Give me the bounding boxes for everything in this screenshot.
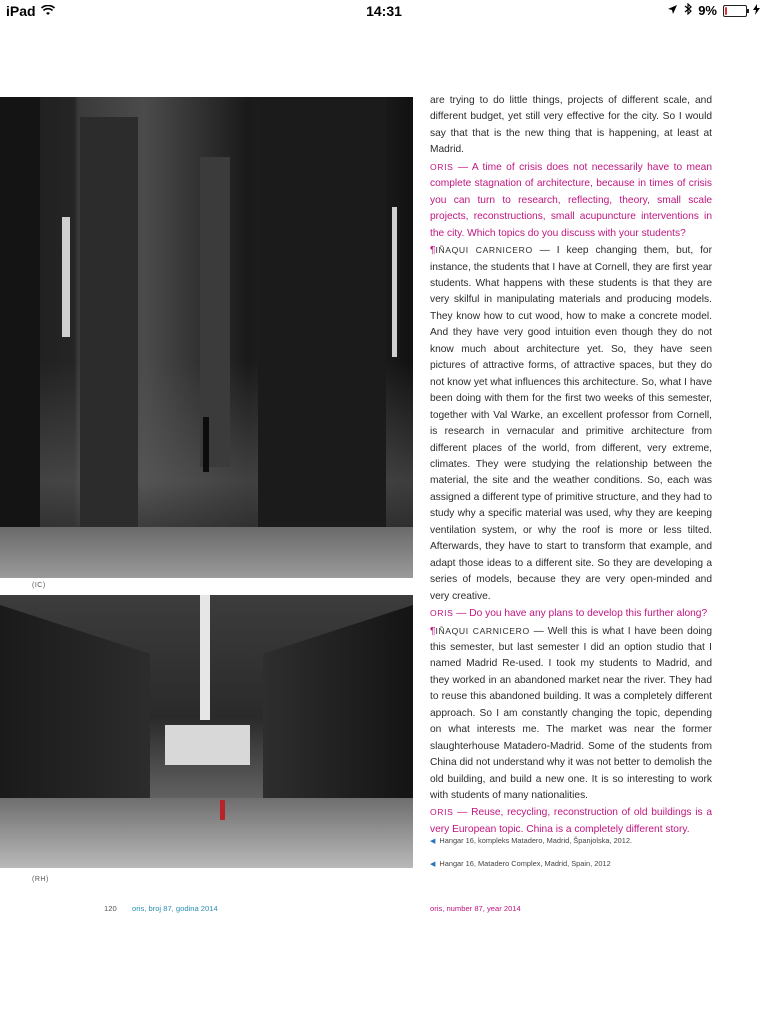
question-speaker: ORIS <box>430 608 454 619</box>
clock: 14:31 <box>366 3 402 19</box>
photo-credit-top: (IC) <box>32 582 46 589</box>
photo-credit-bottom: (RH) <box>32 876 49 883</box>
answer-text: — I keep changing them, but, for instance, the students that I have at Cornell, they are first year students. What happens with these students is that they are very skilful in manipulating materials and producing models. They know how to cut wood, how to make a concrete model. And they have very good intuition even though they do not know much about architecture yet. So, they have seen pictures of attractive forms, of attractive spaces, but they do not know yet what influences this architecture. So, what I have been doing with them for the first two weeks of this semester, together with Val Warke, an excellent professor from Cornell, is research in vernacular and primitive architecture from different places of the world, from different, very extreme, climates. They were studying the relationship between the material, the site and the weather conditions. So, each was assigned a different type of primitive structure, and they had to study why a specific material was used, why they are keeping ventilation system, or why the roof is more or less tilted. Afterwards, they have to start to transform that example, and adapt those ideas to a different site. So they are developing a series of models, because they are very open-minded and very creative. <box>430 245 712 602</box>
bluetooth-icon <box>684 3 692 18</box>
triangle-left-icon: ◀ <box>430 837 436 845</box>
paragraph-text: are trying to do little things, projects of different scale, and different budget, yet still very effective for the city. So I would say that that is the new thing that is happening, at least at Madrid. <box>430 95 712 156</box>
question-speaker: ORIS <box>430 161 454 172</box>
answer-paragraph <box>430 242 712 605</box>
article-text <box>430 93 712 838</box>
question-speaker: ORIS <box>430 807 454 818</box>
footer-issue-croatian: oris, broj 87, godina 2014 <box>132 904 218 913</box>
hangar-interior-photo-bottom <box>0 595 413 868</box>
footer-issue-english: oris, number 87, year 2014 <box>430 904 521 913</box>
person-figure <box>220 800 225 820</box>
status-right <box>667 3 760 18</box>
paragraph <box>430 93 712 159</box>
question-paragraph <box>430 804 712 838</box>
question-text: — Reuse, recycling, reconstruction of old buildings is a very European topic. China is a completely different story. <box>430 807 712 835</box>
status-bar <box>0 0 768 22</box>
answer-speaker: IÑAQUI CARNICERO <box>435 245 533 256</box>
answer-paragraph <box>430 623 712 805</box>
pilcrow-icon: ¶ <box>430 625 436 637</box>
caption-croatian <box>430 836 730 845</box>
question-paragraph <box>430 159 712 242</box>
triangle-left-icon: ◀ <box>430 860 436 868</box>
caption-english <box>430 859 730 868</box>
answer-speaker: IÑAQUI CARNICERO <box>435 625 530 636</box>
location-arrow-icon <box>667 3 678 18</box>
battery-percentage: 9% <box>698 3 717 18</box>
question-text: — A time of crisis does not necessarily have to mean complete stagnation of architecture, because in times of crisis you can turn to research, reflecting, theory, small scale projects, reconstructions, small acupuncture interventions in the city. Which topics do you discuss with your students? <box>430 161 712 239</box>
charging-bolt-icon <box>753 3 760 18</box>
device-name: iPad <box>6 3 36 19</box>
caption-text: Hangar 16, Matadero Complex, Madrid, Spain, 2012 <box>439 859 611 868</box>
answer-text: — Well this is what I have been doing this semester, but last semester I did an option studio that I named Madrid Re-used. I took my students to Madrid, and they worked in an abandoned market near the river. They had to reuse this abandoned building. It was a completely different approach. So I am constantly changing the topic, depending on what interests me. The market was near the former slaughterhouse Matadero-Madrid. Some of the students from China did not understand why it was not better to demolish the old building, and build a new one. It is so interesting to work with students of many nationalities. <box>430 625 712 802</box>
battery-icon <box>723 5 747 17</box>
page-number: 120 <box>104 904 117 913</box>
battery-level-fill <box>725 7 727 15</box>
caption-text: Hangar 16, kompleks Matadero, Madrid, Španjolska, 2012. <box>439 836 633 845</box>
photo-captions <box>430 836 730 882</box>
hangar-interior-photo-top <box>0 97 413 578</box>
question-paragraph <box>430 605 712 622</box>
pilcrow-icon: ¶ <box>430 245 436 257</box>
person-figure <box>203 417 209 472</box>
question-text: — Do you have any plans to develop this further along? <box>453 608 708 620</box>
